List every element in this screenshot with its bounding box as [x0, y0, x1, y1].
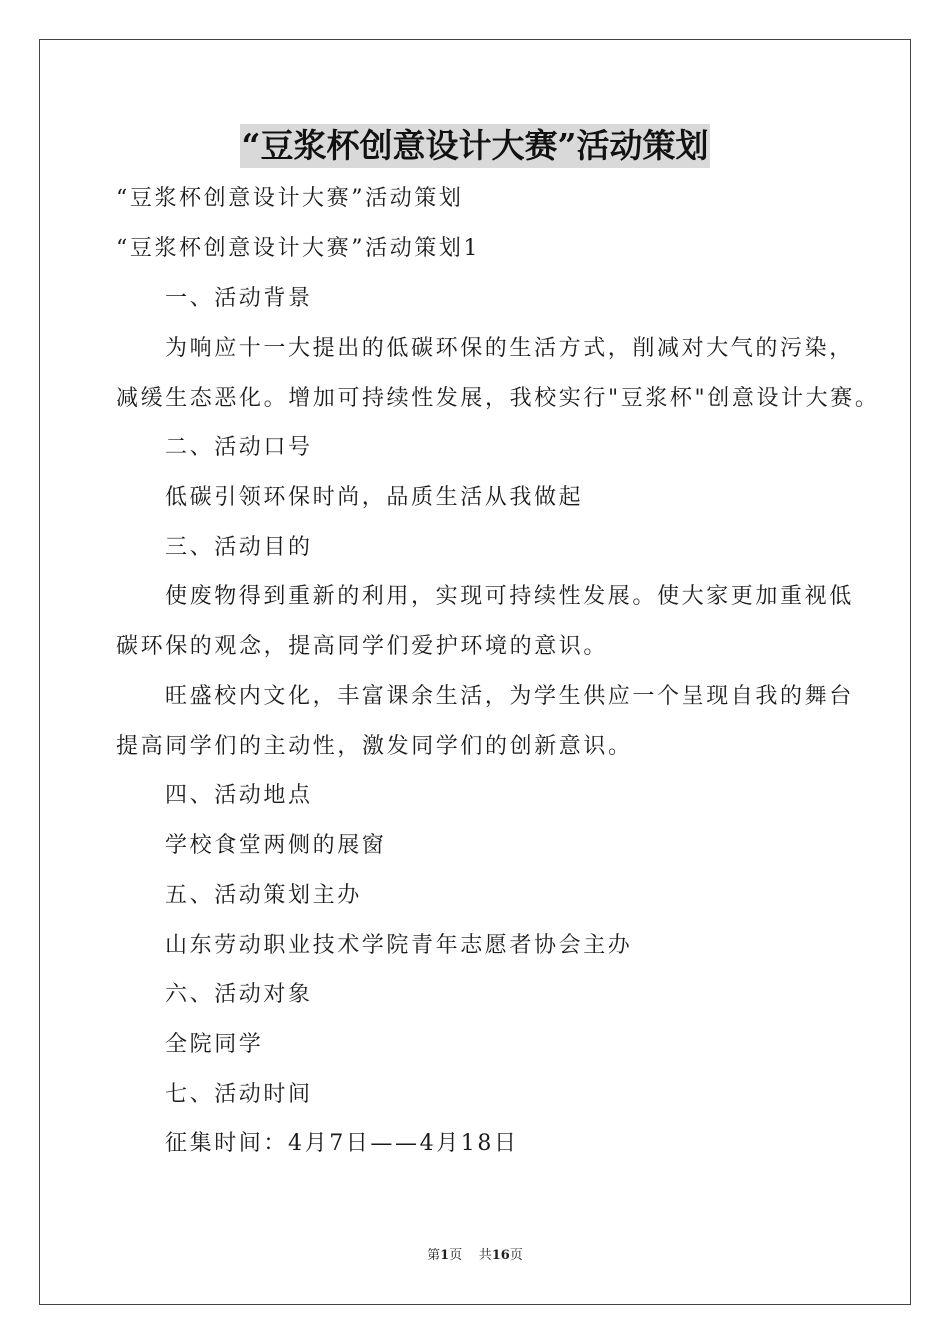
heading-location: 四、活动地点 [165, 783, 313, 808]
heading-purpose: 三、活动目的 [165, 535, 313, 560]
paragraph-line: 使废物得到重新的利用，实现可持续性发展。使大家更加重视低 [165, 584, 854, 609]
subtitle-line: “豆浆杯创意设计大赛”活动策划 [116, 186, 464, 211]
total-suffix: 页 [509, 1248, 523, 1263]
document-title: “豆浆杯创意设计大赛”活动策划 [240, 124, 711, 168]
heading-time: 七、活动时间 [165, 1082, 313, 1107]
page-suffix: 页 [449, 1248, 463, 1263]
paragraph-line: 学校食堂两侧的展窗 [165, 833, 387, 858]
paragraph-line: 征集时间：4月7日——4月18日 [165, 1131, 519, 1156]
total-pages: 16 [491, 1248, 510, 1263]
page-border [39, 39, 911, 1305]
paragraph-line: 旺盛校内文化，丰富课余生活，为学生供应一个呈现自我的舞台 [165, 684, 854, 709]
paragraph-line: 山东劳动职业技术学院青年志愿者协会主办 [165, 933, 633, 958]
heading-slogan: 二、活动口号 [165, 435, 313, 460]
page-footer [0, 1247, 950, 1265]
paragraph-line: 减缓生态恶化。增加可持续性发展，我校实行"豆浆杯"创意设计大赛。 [116, 386, 880, 411]
paragraph-line: 为响应十一大提出的低碳环保的生活方式，削减对大气的污染， [165, 336, 854, 361]
page-number: 1 [440, 1248, 450, 1263]
heading-audience: 六、活动对象 [165, 982, 313, 1007]
total-prefix: 共 [478, 1248, 492, 1263]
document-title-container [0, 124, 950, 168]
heading-organizer: 五、活动策划主办 [165, 883, 362, 908]
heading-background: 一、活动背景 [165, 286, 313, 311]
section-title-1: “豆浆杯创意设计大赛”活动策划1 [116, 236, 481, 261]
paragraph-line: 碳环保的观念，提高同学们爱护环境的意识。 [116, 634, 609, 659]
page-prefix: 第 [427, 1248, 441, 1263]
paragraph-line: 全院同学 [165, 1032, 264, 1057]
paragraph-line: 低碳引领环保时尚，品质生活从我做起 [165, 485, 584, 510]
paragraph-line: 提高同学们的主动性，激发同学们的创新意识。 [116, 734, 633, 759]
